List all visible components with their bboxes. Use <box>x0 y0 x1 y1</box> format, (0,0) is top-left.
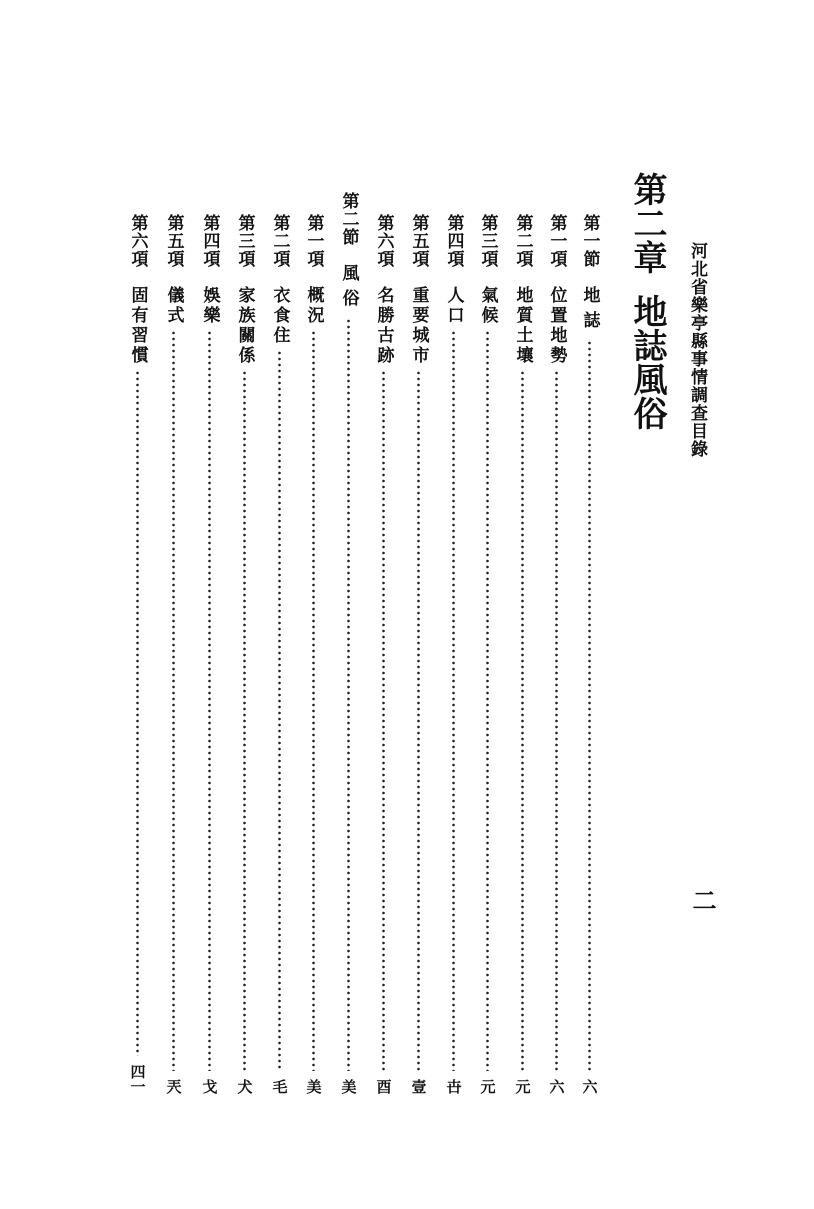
entry-label: 第一項 <box>303 214 324 268</box>
entry-label: 第二節 <box>338 192 359 246</box>
dot-leader <box>243 370 246 1071</box>
entry-title: 儀式 <box>163 286 184 326</box>
toc-entry-item <box>440 214 466 1094</box>
entry-page: 元 <box>478 1079 497 1094</box>
entry-page: 四一 <box>128 1064 147 1094</box>
dot-leader <box>382 370 385 1071</box>
entry-title: 地誌 <box>579 286 600 336</box>
toc-entry-section-1 <box>576 214 602 1094</box>
entry-label: 第二項 <box>512 214 533 268</box>
entry-label: 第四項 <box>199 214 220 268</box>
entry-title: 氣候 <box>477 286 498 326</box>
entry-label: 第五項 <box>163 214 184 268</box>
dot-leader <box>208 330 211 1071</box>
entry-label: 第二項 <box>269 214 290 268</box>
dot-leader <box>452 330 455 1071</box>
entry-page: 毛 <box>270 1079 289 1094</box>
toc-entry-item <box>300 214 326 1094</box>
entry-title: 位置地勢 <box>546 286 567 366</box>
entry-label: 第四項 <box>443 214 464 268</box>
entry-title: 名勝古跡 <box>373 286 394 366</box>
chapter-heading <box>627 172 667 430</box>
entry-label: 第三項 <box>477 214 498 268</box>
toc-entry-item <box>405 214 431 1094</box>
entry-page: 壹 <box>409 1079 428 1094</box>
entry-page: 戈 <box>200 1079 219 1094</box>
dot-leader <box>136 370 139 1056</box>
dot-leader <box>486 330 489 1071</box>
page-number: 二 <box>688 888 717 912</box>
book-header-title: 河北省樂亭縣事情調查目錄 <box>687 242 707 458</box>
entry-label: 第六項 <box>127 214 148 268</box>
entry-title: 人口 <box>443 286 464 326</box>
toc-entry-item <box>196 214 222 1094</box>
entry-page: 兲 <box>164 1079 183 1094</box>
entry-title: 風俗 <box>338 264 359 314</box>
toc-entry-item <box>543 214 569 1094</box>
entry-page: 卋 <box>444 1079 463 1094</box>
toc-entry-item <box>474 214 500 1094</box>
toc-entry-section-2 <box>335 192 361 1094</box>
entry-label: 第一項 <box>546 214 567 268</box>
entry-label: 第一節 <box>579 214 600 268</box>
dot-leader <box>278 350 281 1071</box>
chapter-label: 第二章 <box>627 172 667 274</box>
entry-title: 地質土壤 <box>512 286 533 366</box>
entry-page: 元 <box>513 1079 532 1094</box>
entry-title: 固有習慣 <box>127 286 148 366</box>
entry-title: 重要城市 <box>408 286 429 366</box>
entry-title: 概況 <box>303 286 324 326</box>
toc-entry-item <box>266 214 292 1094</box>
entry-page: 六 <box>547 1079 566 1094</box>
dot-leader <box>555 370 558 1071</box>
entry-page: 酉 <box>374 1079 393 1094</box>
entry-label: 第三項 <box>234 214 255 268</box>
toc-entry-item <box>509 214 535 1094</box>
entry-title: 家族關係 <box>234 286 255 366</box>
dot-leader <box>312 330 315 1071</box>
toc-entry-item <box>370 214 396 1094</box>
toc-entry-item <box>231 214 257 1094</box>
entry-title: 衣食住 <box>269 286 290 346</box>
dot-leader <box>588 340 591 1071</box>
chapter-title: 地誌風俗 <box>627 294 667 430</box>
entry-label: 第五項 <box>408 214 429 268</box>
entry-page: 美 <box>339 1079 358 1094</box>
dot-leader <box>347 318 350 1071</box>
entry-label: 第六項 <box>373 214 394 268</box>
dot-leader <box>172 330 175 1071</box>
dot-leader <box>521 370 524 1071</box>
toc-entry-item <box>160 214 186 1094</box>
toc-entry-item <box>124 214 150 1094</box>
entry-page: 六 <box>580 1079 599 1094</box>
dot-leader <box>417 370 420 1071</box>
entry-title: 娛樂 <box>199 286 220 326</box>
entry-page: 犬 <box>235 1079 254 1094</box>
entry-page: 美 <box>304 1079 323 1094</box>
